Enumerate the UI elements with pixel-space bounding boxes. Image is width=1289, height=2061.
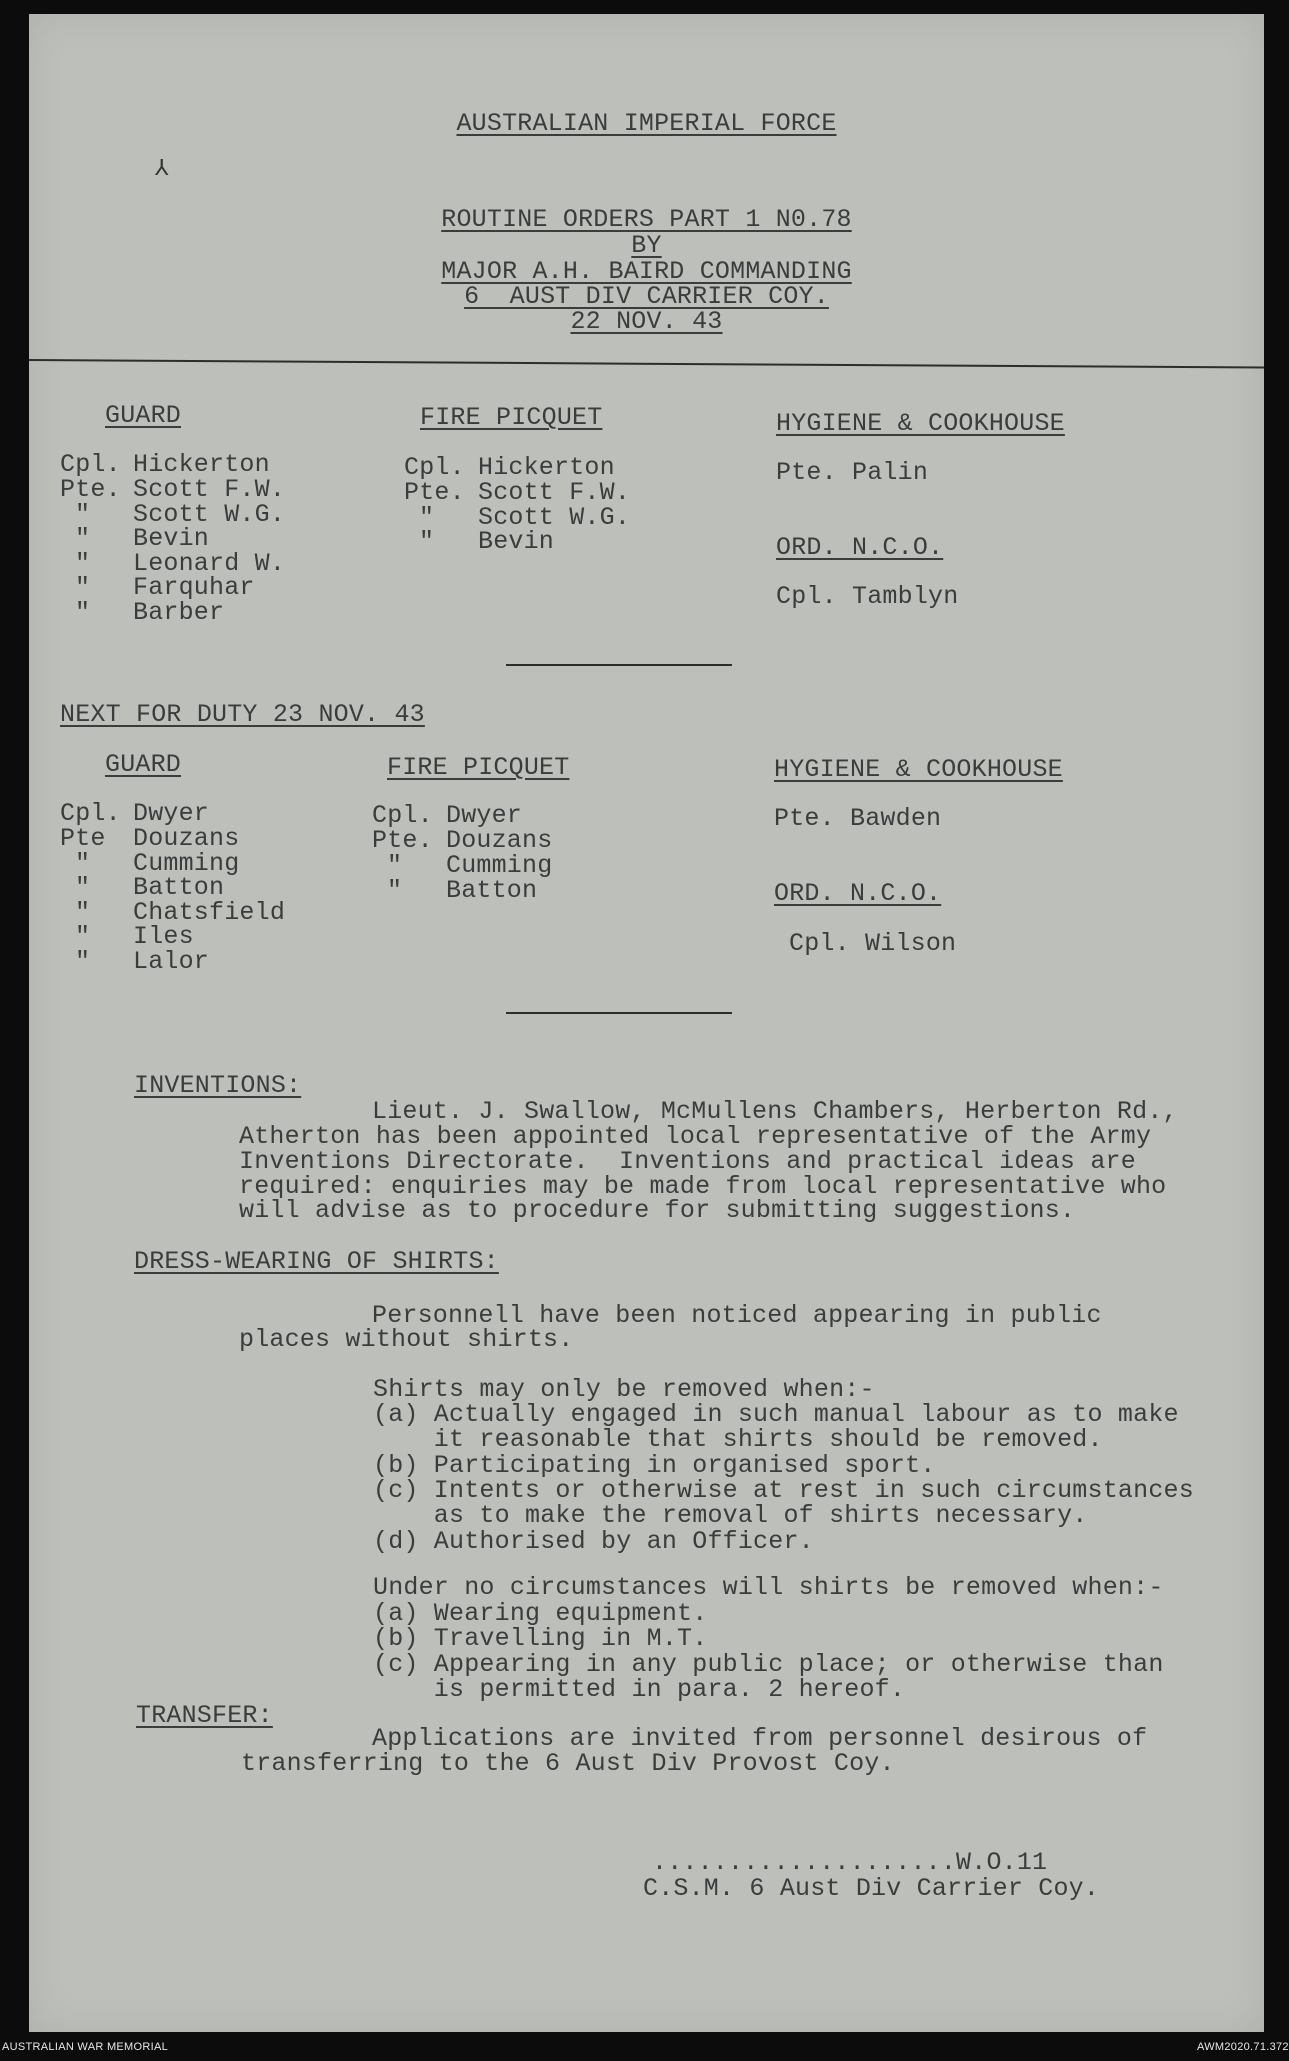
guard-name: Dwyer (133, 799, 210, 828)
picquet-rank: Cpl. (404, 453, 465, 482)
header-unit: 6 AUST DIV CARRIER COY. (464, 282, 829, 311)
document-page (29, 14, 1264, 2032)
picquet-name: Scott W.G. (478, 503, 631, 532)
guard-name: Chatsfield (133, 898, 286, 927)
guard-rank: " (75, 898, 91, 927)
guard-rank: " (75, 922, 91, 951)
not-removed-line: is permitted in para. 2 hereof. (373, 1675, 906, 1704)
guard-name: Farquhar (133, 573, 255, 602)
removed-when-line: (c) Intents or otherwise at rest in such circumstances (373, 1476, 1194, 1505)
guard-rank: " (75, 500, 91, 529)
picquet-name: Batton (446, 876, 538, 905)
picquet-name: Scott F.W. (478, 478, 631, 507)
section-divider (506, 1012, 732, 1014)
not-removed-line: Under no circumstances will shirts be removed when:- (373, 1573, 1164, 1602)
next-fire-picquet-heading: FIRE PICQUET (387, 753, 570, 782)
header-title: AUSTRALIAN IMPERIAL FORCE (456, 109, 837, 138)
guard-name: Cumming (133, 849, 240, 878)
removed-when-line: (b) Participating in organised sport. (373, 1451, 936, 1480)
picquet-rank: Pte. (404, 478, 465, 507)
header-date: 22 NOV. 43 (570, 307, 723, 336)
inventions-line: Atherton has been appointed local representative of the Army (239, 1122, 1152, 1151)
picquet-name: Douzans (446, 826, 553, 855)
header-divider (29, 359, 1264, 369)
guard-rank: " (75, 947, 91, 976)
section-divider (506, 664, 732, 666)
picquet-name: Cumming (446, 851, 553, 880)
transfer-heading: TRANSFER: (136, 1701, 273, 1730)
inventions-line: required: enquiries may be made from local representative who (239, 1172, 1167, 1201)
guard-name: Hickerton (133, 450, 270, 479)
picquet-name: Hickerton (478, 453, 615, 482)
guard-heading: GUARD (105, 401, 182, 430)
next-hygiene-name: Pte. Bawden (774, 804, 942, 833)
guard-name: Douzans (133, 824, 240, 853)
guard-rank: " (75, 873, 91, 902)
ink-mark: ⅄ (155, 157, 169, 182)
ord-nco-heading: ORD. N.C.O. (776, 533, 944, 562)
guard-rank: " (75, 549, 91, 578)
not-removed-line: (b) Travelling in M.T. (373, 1624, 708, 1653)
ord-nco-name: Cpl. Tamblyn (776, 582, 959, 611)
guard-name: Iles (133, 922, 194, 951)
guard-name: Leonard W. (133, 549, 286, 578)
header-commander: MAJOR A.H. BAIRD COMMANDING (441, 257, 852, 286)
footer-accession-number: AWM2020.71.372 (1197, 2041, 1289, 2053)
dress-heading: DRESS-WEARING OF SHIRTS: (134, 1247, 499, 1276)
picquet-rank: " (387, 851, 403, 880)
fire-picquet-heading: FIRE PICQUET (420, 403, 603, 432)
removed-when-line: Shirts may only be removed when:- (373, 1375, 875, 1404)
inventions-heading: INVENTIONS: (134, 1071, 302, 1100)
footer-credit: AUSTRALIAN WAR MEMORIAL (2, 2041, 169, 2053)
guard-rank: " (75, 573, 91, 602)
inventions-line: Lieut. J. Swallow, McMullens Chambers, Herberton Rd., (372, 1097, 1178, 1126)
not-removed-line: (a) Wearing equipment. (373, 1599, 708, 1628)
guard-name: Scott W.G. (133, 500, 286, 529)
signature-title: C.S.M. 6 Aust Div Carrier Coy. (643, 1874, 1100, 1903)
header-by: BY (631, 231, 662, 260)
next-ord-nco-heading: ORD. N.C.O. (774, 879, 942, 908)
picquet-rank: " (419, 527, 435, 556)
removed-when-line: (a) Actually engaged in such manual labour as to make (373, 1400, 1179, 1429)
transfer-line: Applications are invited from personnel desirous of (372, 1724, 1148, 1753)
picquet-name: Bevin (478, 527, 555, 556)
picquet-rank: " (387, 876, 403, 905)
guard-name: Bevin (133, 524, 210, 553)
guard-name: Batton (133, 873, 225, 902)
removed-when-line: (d) Authorised by an Officer. (373, 1527, 814, 1556)
picquet-rank: Cpl. (372, 801, 433, 830)
picquet-name: Dwyer (446, 801, 523, 830)
guard-name: Lalor (133, 947, 210, 976)
picquet-rank: " (419, 503, 435, 532)
dress-intro-line: places without shirts. (239, 1325, 574, 1354)
dress-intro-line: Personnell have been noticed appearing in public (372, 1301, 1102, 1330)
hygiene-name: Pte. Palin (776, 458, 929, 487)
guard-rank: Pte (60, 824, 106, 853)
next-ord-nco-name: Cpl. Wilson (789, 929, 957, 958)
guard-rank: " (75, 524, 91, 553)
removed-when-line: it reasonable that shirts should be removed. (373, 1425, 1103, 1454)
guard-rank: Cpl. (60, 450, 121, 479)
removed-when-line: as to make the removal of shirts necessary. (373, 1501, 1088, 1530)
guard-rank: " (75, 849, 91, 878)
next-duty-heading: NEXT FOR DUTY 23 NOV. 43 (60, 700, 425, 729)
picquet-rank: Pte. (372, 826, 433, 855)
guard-rank: Cpl. (60, 799, 121, 828)
signature-line: ....................W.O.11 (652, 1848, 1048, 1877)
guard-name: Scott F.W. (133, 475, 286, 504)
not-removed-line: (c) Appearing in any public place; or otherwise than (373, 1650, 1164, 1679)
guard-rank: Pte. (60, 475, 121, 504)
next-guard-heading: GUARD (105, 750, 182, 779)
guard-rank: " (75, 598, 91, 627)
inventions-line: Inventions Directorate. Inventions and practical ideas are (239, 1147, 1136, 1176)
guard-name: Barber (133, 598, 225, 627)
hygiene-heading: HYGIENE & COOKHOUSE (776, 409, 1065, 438)
inventions-line: will advise as to procedure for submitting suggestions. (239, 1196, 1076, 1225)
next-hygiene-heading: HYGIENE & COOKHOUSE (774, 755, 1063, 784)
header-orders: ROUTINE ORDERS PART 1 N0.78 (441, 205, 852, 234)
transfer-line: transferring to the 6 Aust Div Provost Coy. (241, 1749, 895, 1778)
